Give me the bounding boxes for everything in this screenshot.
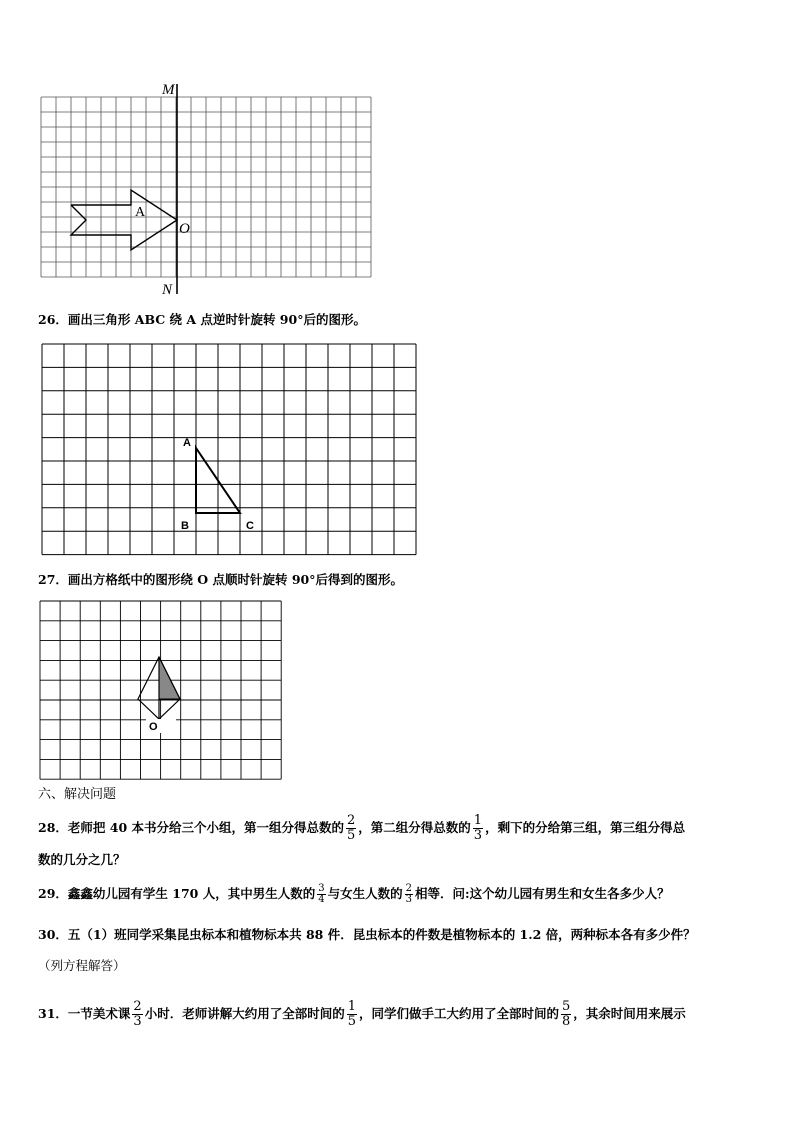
question-28: 28．老师把 40 本书分给三个小组，第一组分得总数的 $\frac{2}{5}$ ，第二组分得总数的 $\frac{1}{3}$ ，剩下的分给第三组，第三组分得总 xyxy=(38,813,686,843)
question-30-line2: （列方程解答） xyxy=(38,958,126,973)
fraction: $\frac{2}{5}$ xyxy=(347,813,356,843)
grid-figure-25 xyxy=(38,82,378,297)
label-o: O xyxy=(179,221,190,237)
fraction: $\frac{1}{3}$ xyxy=(473,813,483,843)
fraction: $\frac{3}{4}$ xyxy=(318,883,325,905)
label-m: M xyxy=(162,82,175,98)
grid-figure-26 xyxy=(40,342,420,560)
fraction: $\frac{2}{3}$ xyxy=(133,999,142,1029)
fraction: $\frac{5}{8}$ xyxy=(562,999,571,1029)
label-o: O xyxy=(149,721,158,733)
question-26-text: 26．画出三角形 ABC 绕 A 点逆时针旋转 90°后的图形。 xyxy=(38,312,366,327)
label-c: C xyxy=(246,520,254,532)
fraction: $\frac{1}{5}$ xyxy=(347,999,356,1029)
question-27 xyxy=(38,570,403,590)
label-n: N xyxy=(162,282,173,297)
section-6-title: 六、解决问题 xyxy=(38,787,117,802)
question-29: 29．鑫鑫幼儿园有学生 170 人，其中男生人数的 $\frac{3}{4}$ 与女生人数的 $\frac{2}{3}$ 相等．问:这个幼儿园有男生和女生各多少人？ xyxy=(38,883,670,905)
label-a: A xyxy=(183,437,191,449)
question-30: 30．五（1）班同学采集昆虫标本和植物标本共 88 件．昆虫标本的件数是植物标本的 1.2 倍，两种标本各有多少件？ xyxy=(38,927,696,942)
label-a: A xyxy=(135,205,146,220)
question-27-text: 27．画出方格纸中的图形绕 O 点顺时针旋转 90°后得到的图形。 xyxy=(38,572,403,587)
label-b: B xyxy=(181,520,189,532)
question-26 xyxy=(38,310,366,330)
fraction: $\frac{2}{3}$ xyxy=(405,883,412,905)
grid-figure-27 xyxy=(38,599,282,781)
question-28-line2: 数的几分之几？ xyxy=(38,852,126,867)
question-31: 31．一节美术课 $\frac{2}{3}$ 小时．老师讲解大约用了全部时间的 $\frac{1}{5}$ ，同学们做手工大约用了全部时间的 $\frac{5}{8}$ ，其余时间用来展示 xyxy=(38,999,686,1029)
